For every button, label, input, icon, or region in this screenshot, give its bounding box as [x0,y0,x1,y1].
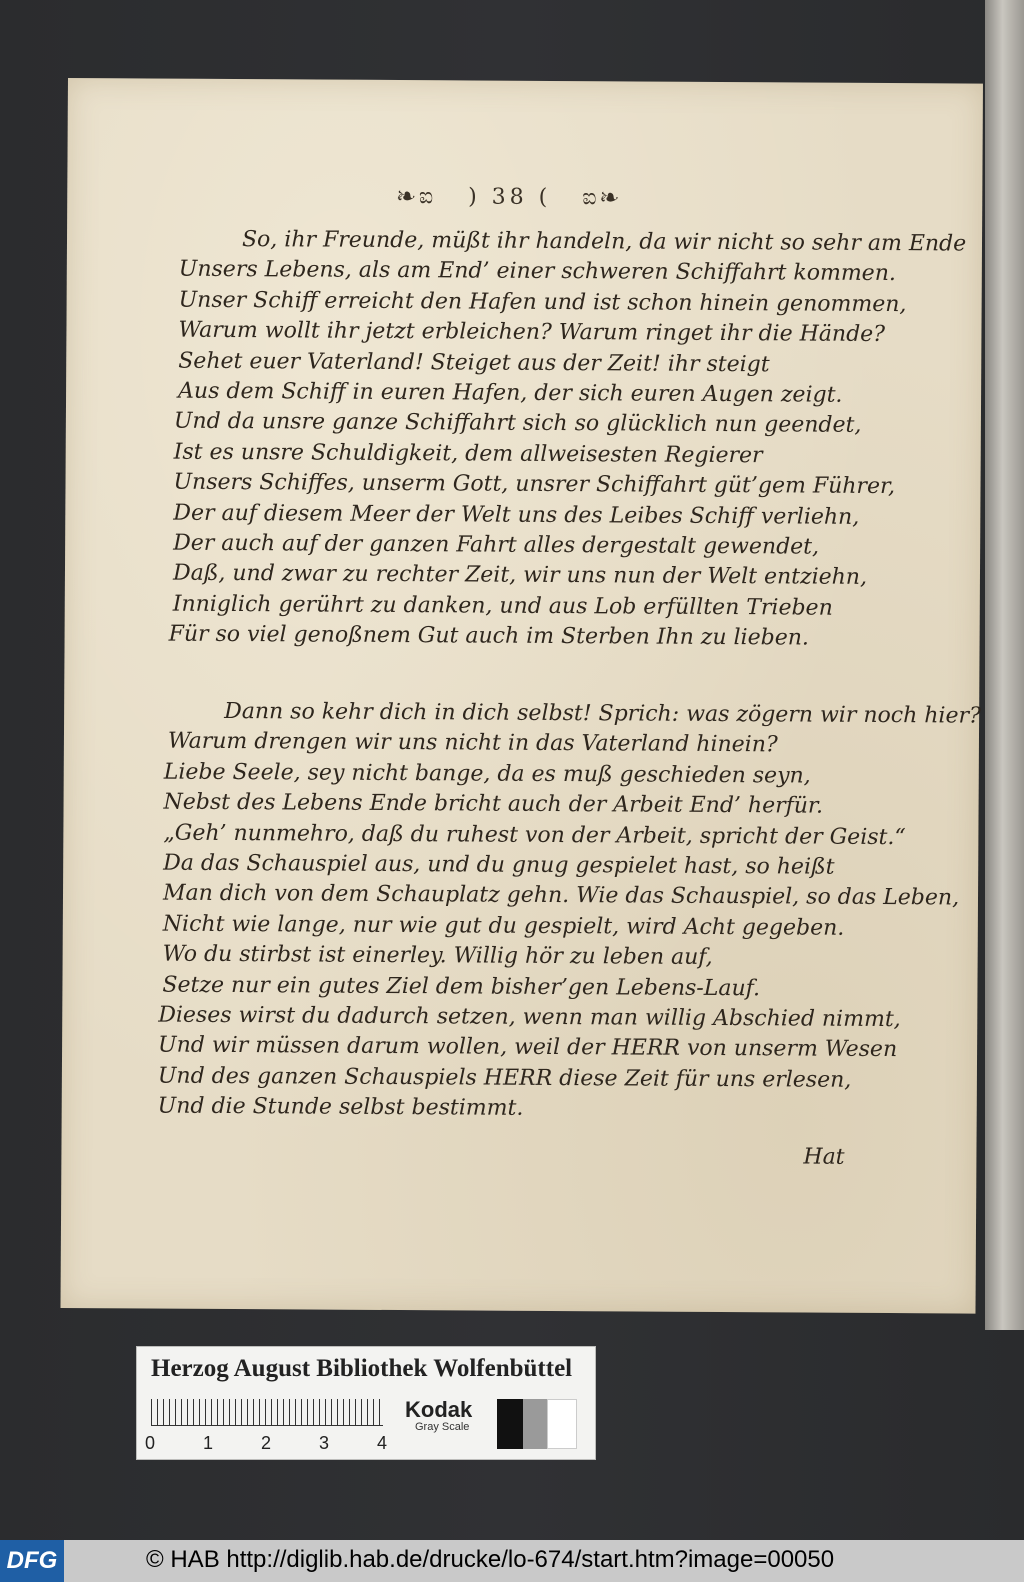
ruler-number: 1 [203,1433,214,1453]
verse-line: Der auf diesem Meer der Welt uns des Leibes Schiff verliehn, [173,500,860,530]
gray-swatch-mid [523,1399,547,1449]
gray-swatch-light [547,1399,577,1449]
verse-line: Und des ganzen Schauspiels HERR diese Zeit für uns erlesen, [157,1063,852,1093]
verse-line: Nebst des Lebens Ende bricht auch der Arbeit End’ herfür. [163,789,824,819]
ruler-number: 4 [377,1433,388,1453]
verse-line: Ist es unsre Schuldigkeit, dem allweisesten Regierer [173,439,763,469]
verse-line: Man dich von dem Schauplatz gehn. Wie das Schauspiel, so das Leben, [162,880,960,911]
page-header [397,184,697,211]
verse-line: Setze nur ein gutes Ziel dem bisher’gen Lebens-Lauf. [162,972,761,1002]
target-title: Herzog August Bibliothek Wolfenbüttel [151,1355,573,1382]
verse-line: Warum wollt ihr jetzt erbleichen? Warum ringet ihr die Hände? [178,317,886,347]
header-ornament-right: ಐ❧ [582,185,623,211]
verse-line: Und wir müssen darum wollen, weil der HERR von unserm Wesen [158,1032,898,1063]
verse-line: Liebe Seele, sey nicht bange, da es muß geschieden seyn, [163,759,811,789]
kodak-logo: Kodak [405,1397,473,1422]
verse-line: Dann so kehr dich in dich selbst! Sprich: was zögern wir noch hier? [224,698,981,729]
ruler [151,1399,383,1426]
verse-line: Für so viel genoßnem Gut auch im Sterben Ihn zu lieben. [168,621,809,651]
verse-line: Der auch auf der ganzen Fahrt alles dergestalt gewendet, [173,530,820,560]
book-page [60,78,982,1314]
verse-line: Wo du stirbst ist einerley. Willig hör zu leben auf, [162,941,713,970]
verse-line: Und die Stunde selbst bestimmt. [157,1093,524,1121]
gray-swatch-dark [497,1399,523,1449]
next-page-edge [985,0,1024,1330]
verse-line: Und da unsre ganze Schiffahrt sich so glücklich nun geendet, [173,408,862,438]
verse-line: Sehet euer Vaterland! Steiget aus der Zeit! ihr steigt [178,348,770,378]
ruler-number: 3 [319,1433,330,1453]
header-ornament-left: ❧ಐ [397,184,438,210]
verse-line: Unsers Schiffes, unserm Gott, unsrer Schiffahrt güt’gem Führer, [173,469,896,500]
verse-line: Aus dem Schiff in euren Hafen, der sich euren Augen zeigt. [178,378,843,408]
verse-line: Warum drengen wir uns nicht in das Vaterland hinein? [167,728,778,758]
color-target [136,1346,596,1460]
dfg-logo: DFG [0,1540,64,1582]
verse-line: Daß, und zwar zu rechter Zeit, wir uns nun der Welt entziehn, [172,560,868,590]
verse-line: „Geh’ nunmehro, daß du ruhest von der Arbeit, spricht der Geist.“ [163,820,906,851]
ruler-number: 0 [145,1433,156,1453]
stanza-1 [67,226,982,651]
page-number: ) 38 ( [468,184,552,210]
stanza-2 [64,698,981,1121]
verse-line: Dieses wirst du dadurch setzen, wenn man willig Abschied nimmt, [158,1002,901,1033]
ruler-number: 2 [261,1433,272,1453]
verse-line: So, ihr Freunde, müßt ihr handeln, da wir nicht so sehr am Ende [241,227,967,257]
verse-line: Da das Schauspiel aus, und du gnug gespielet hast, so heißt [163,850,835,880]
verse-line: Unsers Lebens, als am End’ einer schweren Schiffahrt kommen. [178,256,896,287]
verse-line: Nicht wie lange, nur wie gut du gespielt, wird Acht gegeben. [162,911,845,941]
copyright-url: © HAB http://diglib.hab.de/drucke/lo-674/start.htm?image=00050 [146,1546,835,1573]
verse-line: Unser Schiff erreicht den Hafen und ist schon hinein genommen, [178,287,907,318]
catchword: Hat [803,1144,845,1170]
verse-line: Inniglich gerührt zu danken, und aus Lob erfüllten Trieben [172,591,833,621]
grayscale-label: Gray Scale [415,1421,470,1433]
footer-bar [0,1540,1024,1582]
